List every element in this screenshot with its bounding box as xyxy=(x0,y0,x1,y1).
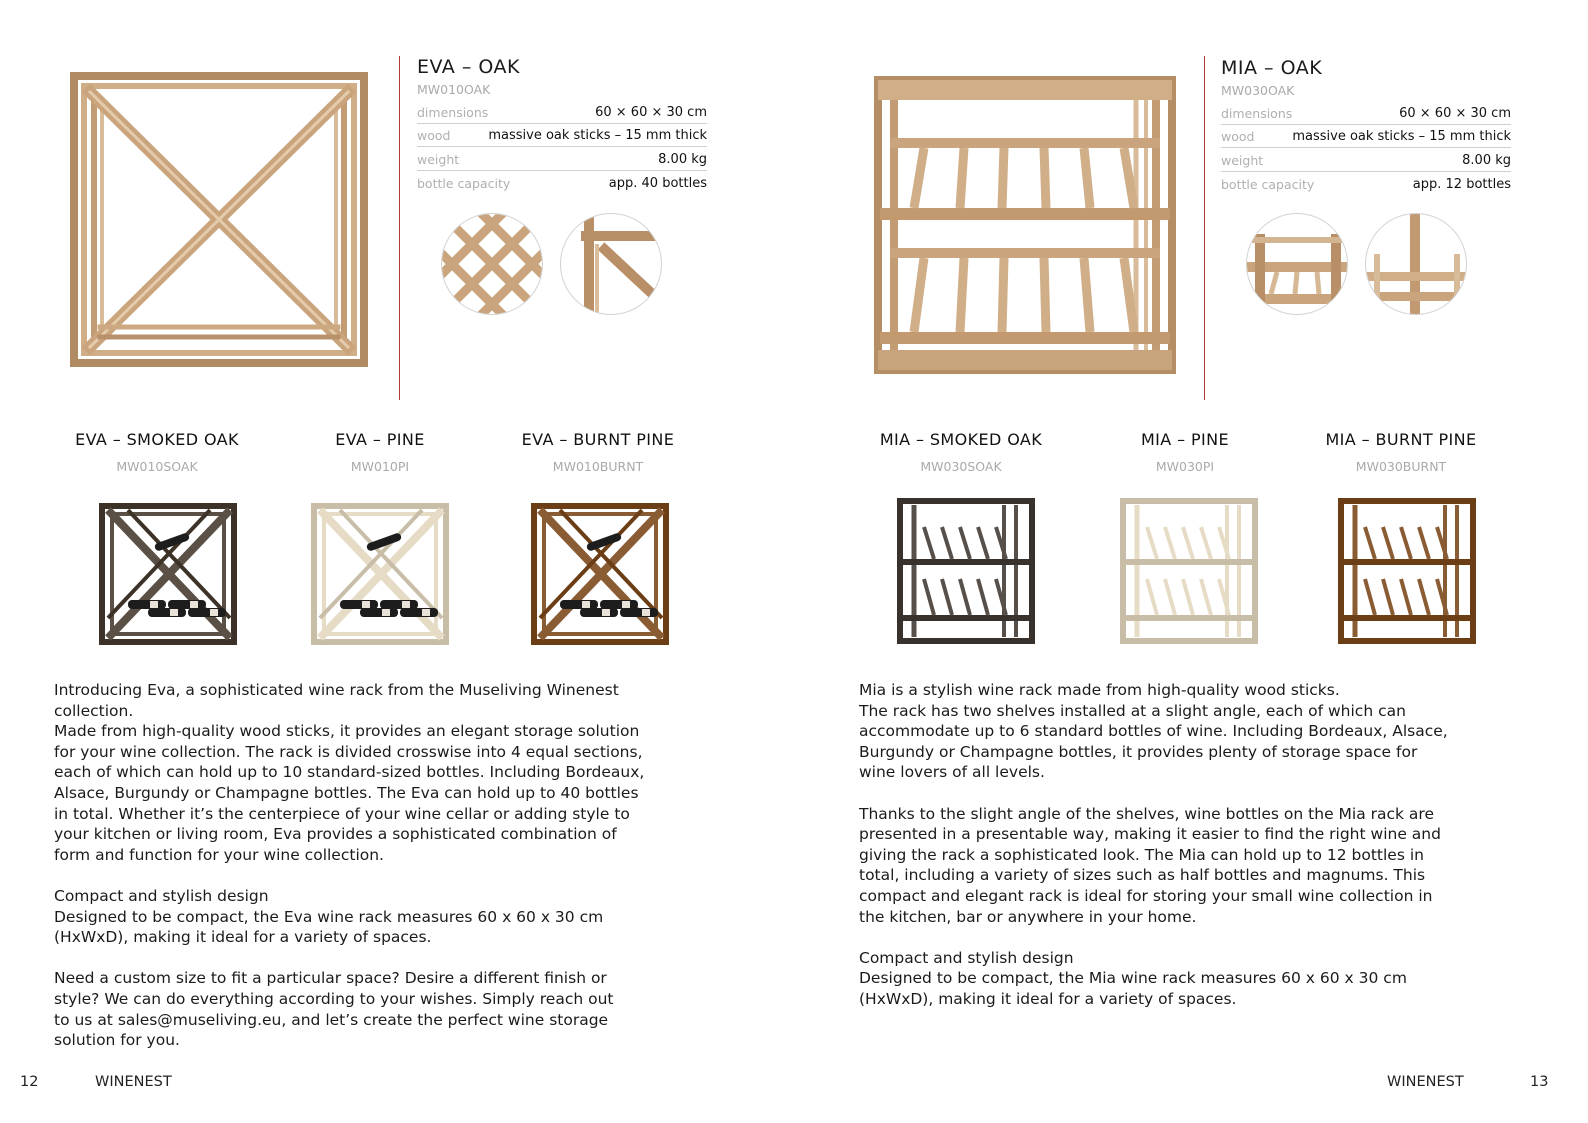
right-page xyxy=(794,0,1588,1123)
spec-label: wood xyxy=(1221,129,1255,144)
spec-row-dimensions xyxy=(417,100,707,124)
mia-pine-image xyxy=(1119,497,1259,645)
spec-label: weight xyxy=(417,151,460,167)
paragraph: Need a custom size to fit a particular space? Desire a different finish or style? We can do everything according to your wishes. Simply reach out to us at sales@museliving.eu, and let’s create the perfect wine storage solution for you. xyxy=(54,969,614,1050)
product-title: MIA – OAK xyxy=(1221,57,1323,79)
product-sku: MW030OAK xyxy=(1221,83,1295,98)
spec-row-capacity xyxy=(1221,172,1511,196)
divider-line xyxy=(1204,56,1205,400)
paragraph: Introducing Eva, a sophisticated wine rack from the Museliving Winenest collection. Made from high-quality wood sticks, it provides an elegant storage solution for your wine collection. The rack is divided crosswise into 4 equal sections, each of which can hold up to 10 standard-sized bottles. Including Bordeaux, Alsace, Burgundy or Champagne bottles. The Eva can hold up to 40 bottles in total. Whether it’s the centerpiece of your wine cellar or adding style to your kitchen or living room, Eva provides a sophisticated combination of form and function for your wine collection. xyxy=(54,681,645,864)
spec-value: app. 40 bottles xyxy=(608,176,707,191)
variant-title: MIA – PINE xyxy=(1140,430,1230,449)
spec-label: bottle capacity xyxy=(417,176,511,191)
mia-oak-spec-block xyxy=(1221,57,1511,195)
variant-sku: MW030BURNT xyxy=(1355,459,1447,474)
variant-sku: MW010PI xyxy=(350,459,410,474)
mia-oak-product-image xyxy=(874,76,1176,374)
spec-value: app. 12 bottles xyxy=(1412,177,1511,192)
footer-label: WINENEST xyxy=(1387,1074,1464,1090)
spec-label: dimensions xyxy=(417,104,489,120)
variant-title: EVA – PINE xyxy=(335,430,425,449)
spec-row-weight xyxy=(1221,148,1511,172)
variant-title: EVA – SMOKED OAK xyxy=(75,430,239,449)
variant-title: MIA – BURNT PINE xyxy=(1325,430,1477,449)
variant-title: EVA – BURNT PINE xyxy=(521,430,675,449)
paragraph: Compact and stylish design Designed to be compact, the Eva wine rack measures 60 x 60 x 30 cm (HxWxD), making it ideal for a variety of spaces. xyxy=(54,886,604,947)
variant-sku: MW010BURNT xyxy=(552,459,644,474)
mia-smoked-oak-image xyxy=(896,497,1036,645)
spec-label: wood xyxy=(417,128,451,143)
spec-row-weight xyxy=(417,147,707,171)
detail-closeup-crossing xyxy=(441,213,543,315)
paragraph: Thanks to the slight angle of the shelves, wine bottles on the Mia rack are presented in a presentable way, making it easier to find the right wine and giving the rack a sophisticated look. The Mia can hold up to 12 bottles in total, including a variety of sizes such as half bottles and magnums. This compact and elegant rack is ideal for storing your small wine collection in the kitchen, bar or anywhere in your home. xyxy=(859,804,1441,926)
eva-oak-product-image xyxy=(70,72,368,367)
spec-row-wood xyxy=(1221,125,1511,149)
variant-sku: MW030SOAK xyxy=(920,459,1002,474)
paragraph: Mia is a stylish wine rack made from high-quality wood sticks. The rack has two shelves installed at a slight angle, each of which can accommodate up to 6 standard bottles of wine. Including Bordeaux, Alsace, Burgundy or Champagne bottles, it provides plenty of storage space for wine lovers of all levels. xyxy=(859,681,1448,782)
eva-smoked-oak-image xyxy=(98,500,240,648)
page-number: 13 xyxy=(1530,1074,1549,1090)
spec-row-wood xyxy=(417,124,707,148)
product-title: EVA – OAK xyxy=(417,56,520,78)
variant-sku: MW030PI xyxy=(1155,459,1215,474)
detail-closeup-corner xyxy=(560,213,662,315)
variant-eva-pine xyxy=(275,430,485,474)
variant-sku: MW010SOAK xyxy=(116,459,198,474)
variant-eva-smoked-oak xyxy=(52,430,262,474)
variant-title: MIA – SMOKED OAK xyxy=(879,430,1043,449)
spec-value: 8.00 kg xyxy=(658,151,707,167)
mia-burnt-pine-image xyxy=(1337,497,1477,645)
variant-eva-burnt-pine xyxy=(493,430,703,474)
variant-mia-pine xyxy=(1080,430,1290,474)
spec-value: massive oak sticks – 15 mm thick xyxy=(488,128,707,143)
footer-label: WINENEST xyxy=(95,1074,172,1090)
spec-row-capacity xyxy=(417,171,707,195)
detail-closeup-joint xyxy=(1365,213,1467,315)
spec-label: bottle capacity xyxy=(1221,177,1315,192)
variant-mia-smoked-oak xyxy=(856,430,1066,474)
spec-value: massive oak sticks – 15 mm thick xyxy=(1292,129,1511,144)
spec-value: 60 × 60 × 30 cm xyxy=(595,104,707,120)
divider-line xyxy=(399,56,400,400)
spec-label: dimensions xyxy=(1221,105,1293,121)
page-number: 12 xyxy=(20,1074,39,1090)
eva-description xyxy=(54,680,744,1051)
eva-burnt-pine-image xyxy=(530,500,672,648)
product-sku: MW010OAK xyxy=(417,82,491,97)
spec-row-dimensions xyxy=(1221,101,1511,125)
detail-closeup-shelf-edge xyxy=(1246,213,1348,315)
paragraph: Compact and stylish design Designed to be compact, the Mia wine rack measures 60 x 60 x 30 cm (HxWxD), making it ideal for a variety of spaces. xyxy=(859,948,1407,1008)
eva-pine-image xyxy=(310,500,452,648)
eva-oak-spec-block xyxy=(417,56,707,194)
spec-label: weight xyxy=(1221,152,1264,168)
spec-value: 8.00 kg xyxy=(1462,152,1511,168)
spec-value: 60 × 60 × 30 cm xyxy=(1399,105,1511,121)
variant-mia-burnt-pine xyxy=(1296,430,1506,474)
mia-description xyxy=(859,680,1559,1010)
